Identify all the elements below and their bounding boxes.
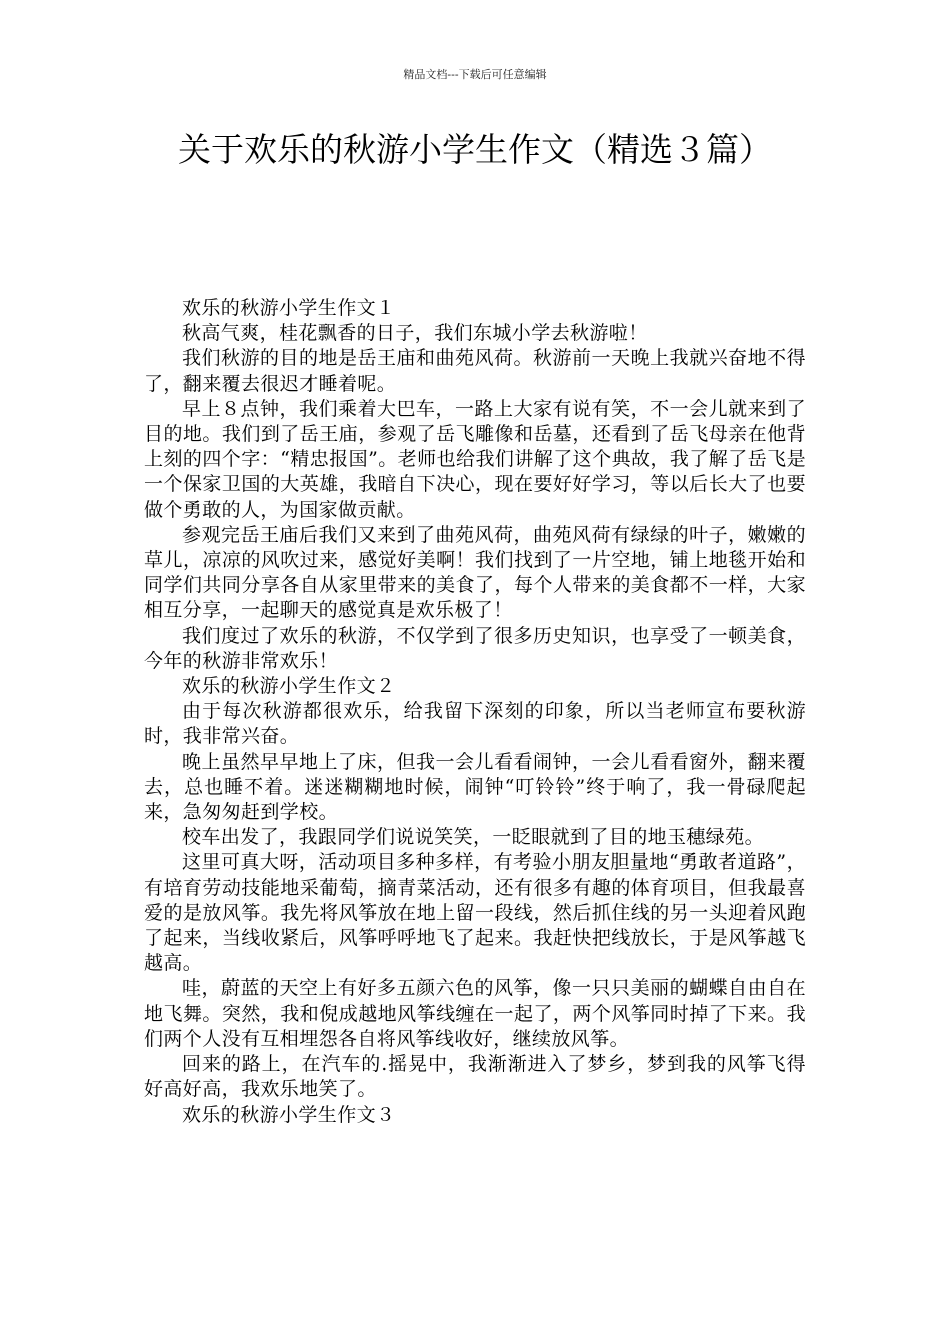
paragraph: 早上８点钟，我们乘着大巴车，一路上大家有说有笑，不一会儿就来到了目的地。我们到了岳王庙，参观了岳飞雕像和岳墓，还看到了岳飞母亲在他背上刻的四个字：“精忠报国”。老师也给我们讲解了这个典故，我了解了岳飞是一个保家卫国的大英雄，我暗自下决心，现在要好好学习，等以后长大了也要做个勇敢的人，为国家做贡献。 <box>144 397 806 521</box>
paragraph: 我们度过了欢乐的秋游，不仅学到了很多历史知识，也享受了一顿美食，今年的秋游非常欢乐！ <box>144 624 806 672</box>
paragraph: 秋高气爽，桂花飘香的日子，我们东城小学去秋游啦！ <box>182 322 648 345</box>
paragraph: 回来的路上，在汽车的.摇晃中，我渐渐进入了梦乡，梦到我的风筝飞得好高好高，我欢乐地笑了。 <box>144 1053 806 1101</box>
document-title: 关于欢乐的秋游小学生作文（精选３篇） <box>178 130 772 169</box>
paragraph: 校车出发了，我跟同学们说说笑笑，一眨眼就到了目的地玉穗绿苑。 <box>182 826 765 849</box>
paragraph: 由于每次秋游都很欢乐，给我留下深刻的印象，所以当老师宣布要秋游时，我非常兴奋。 <box>144 700 806 748</box>
section-heading-1: 欢乐的秋游小学生作文１ <box>182 297 396 319</box>
page-header-note: 精品文档---下载后可任意编辑 <box>403 68 547 81</box>
paragraph: 这里可真大呀，活动项目多种多样，有考验小朋友胆量地“勇敢者道路”，有培育劳动技能地采葡萄，摘青菜活动，还有很多有趣的体育项目，但我最喜爱的是放风筝。我先将风筝放在地上留一段线，然后抓住线的另一头迎着风跑了起来，当线收紧后，风筝呼呼地飞了起来。我赶快把线放长，于是风筝越飞越高。 <box>144 851 806 975</box>
section-heading-3: 欢乐的秋游小学生作文３ <box>182 1103 396 1126</box>
article-body <box>144 296 806 1128</box>
paragraph: 参观完岳王庙后我们又来到了曲苑风荷，曲苑风荷有绿绿的叶子，嫩嫩的草儿，凉凉的风吹过来，感觉好美啊！我们找到了一片空地，铺上地毯开始和同学们共同分享各自从家里带来的美食了，每个人带来的美食都不一样，大家相互分享，一起聊天的感觉真是欢乐极了！ <box>144 523 806 622</box>
section-heading-2: 欢乐的秋游小学生作文２ <box>182 675 396 698</box>
paragraph: 晚上虽然早早地上了床，但我一会儿看看闹钟，一会儿看看窗外，翻来覆去，总也睡不着。迷迷糊糊地时候，闹钟“叮铃铃”终于响了，我一骨碌爬起来，急匆匆赶到学校。 <box>144 750 806 824</box>
paragraph: 哇，蔚蓝的天空上有好多五颜六色的风筝，像一只只美丽的蝴蝶自由自在地飞舞。突然，我和倪成越地风筝线缠在一起了，两个风筝同时掉了下来。我们两个人没有互相埋怨各自将风筝线收好，继续放风筝。 <box>144 977 806 1050</box>
paragraph: 我们秋游的目的地是岳王庙和曲苑风荷。秋游前一天晚上我就兴奋地不得了，翻来覆去很迟才睡着呢。 <box>144 347 806 395</box>
